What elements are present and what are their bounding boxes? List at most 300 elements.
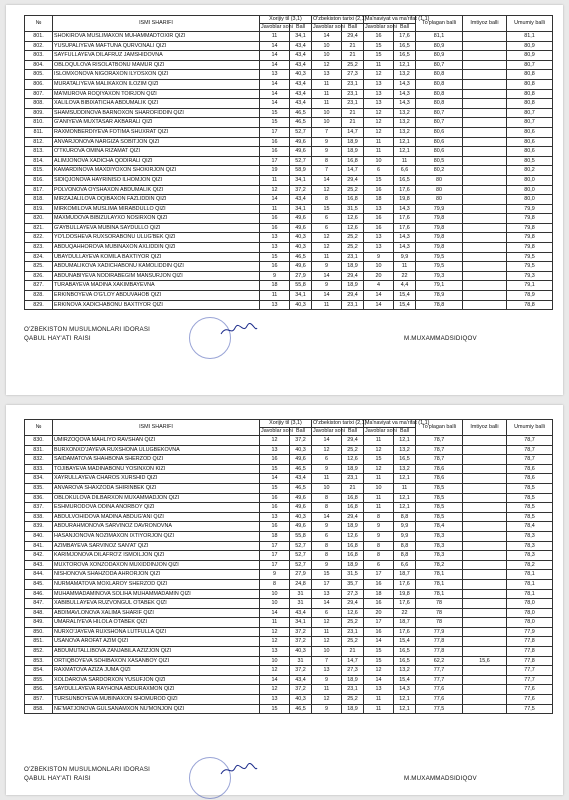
student-name: AZIMBAYEVA SARVINOZ SAN'AT QIZI xyxy=(53,541,260,551)
culture-ball: 14,3 xyxy=(394,204,416,214)
table-body xyxy=(25,32,553,310)
row-number: 847. xyxy=(25,599,53,609)
collected-ball: 78,3 xyxy=(416,531,463,541)
total-ball: 79,8 xyxy=(507,214,553,224)
table-row xyxy=(25,503,553,513)
history-ball: 29,4 xyxy=(342,291,364,301)
col-foreign-lang: Xorijiy til (3,1) xyxy=(260,16,312,24)
lang-ball: 40,3 xyxy=(290,647,312,657)
student-name: KAMARDINOVA MAXDIYOXON SHOKIRJON QIZI xyxy=(53,166,260,176)
collected-ball: 78 xyxy=(416,608,463,618)
row-number: 843. xyxy=(25,560,53,570)
culture-correct: 15 xyxy=(364,455,394,465)
history-ball: 16,8 xyxy=(342,156,364,166)
row-number: 803. xyxy=(25,51,53,61)
total-ball: 78,0 xyxy=(507,618,553,628)
row-number: 826. xyxy=(25,271,53,281)
privilege-ball xyxy=(463,89,507,99)
total-ball: 77,5 xyxy=(507,704,553,714)
lang-correct: 17 xyxy=(260,551,290,561)
col-total: Umumiy balli xyxy=(507,16,553,32)
total-ball: 80,5 xyxy=(507,156,553,166)
lang-ball: 49,6 xyxy=(290,503,312,513)
student-name: OBLOKULOVA DILBARXON MUXAMMADJON QIZI xyxy=(53,493,260,503)
table-row xyxy=(25,118,553,128)
collected-ball: 78,8 xyxy=(416,300,463,310)
row-number: 822. xyxy=(25,233,53,243)
history-ball: 18,9 xyxy=(342,522,364,532)
lang-ball: 37,2 xyxy=(290,185,312,195)
privilege-ball xyxy=(463,243,507,253)
lang-correct: 9 xyxy=(260,570,290,580)
collected-ball: 80 xyxy=(416,195,463,205)
total-ball: 79,8 xyxy=(507,243,553,253)
collected-ball: 80 xyxy=(416,175,463,185)
subcol-ball: Ball xyxy=(394,24,416,32)
history-ball: 16,8 xyxy=(342,493,364,503)
row-number: 851. xyxy=(25,637,53,647)
student-name: XOLDAROVA SARDORXON YUSUFJON QIZI xyxy=(53,675,260,685)
culture-ball: 12,1 xyxy=(394,436,416,446)
culture-ball: 17,6 xyxy=(394,214,416,224)
culture-correct: 11 xyxy=(364,147,394,157)
culture-correct: 12 xyxy=(364,118,394,128)
table-row xyxy=(25,185,553,195)
privilege-ball xyxy=(463,79,507,89)
lang-correct: 14 xyxy=(260,99,290,109)
history-ball: 21 xyxy=(342,51,364,61)
table-row xyxy=(25,32,553,42)
history-correct: 8 xyxy=(312,503,342,513)
lang-correct: 15 xyxy=(260,118,290,128)
lang-correct: 11 xyxy=(260,618,290,628)
student-name: O'TKUROVA OMINA RIZAMAT QIZI xyxy=(53,147,260,157)
row-number: 818. xyxy=(25,195,53,205)
privilege-ball xyxy=(463,147,507,157)
total-ball: 78,5 xyxy=(507,493,553,503)
lang-ball: 46,5 xyxy=(290,252,312,262)
collected-ball: 78,3 xyxy=(416,541,463,551)
org-name: O'ZBEKISTON MUSULMONLARI IDORASI xyxy=(24,766,151,773)
table-row xyxy=(25,522,553,532)
collected-ball: 62,2 xyxy=(416,656,463,666)
lang-correct: 13 xyxy=(260,647,290,657)
collected-ball: 78,7 xyxy=(416,445,463,455)
culture-ball: 12,1 xyxy=(394,474,416,484)
culture-correct: 11 xyxy=(364,60,394,70)
row-number: 856. xyxy=(25,685,53,695)
collected-ball: 80 xyxy=(416,185,463,195)
row-number: 823. xyxy=(25,243,53,253)
committee-title: QABUL HAY'ATI RAISI xyxy=(24,335,91,342)
row-number: 848. xyxy=(25,608,53,618)
row-number: 850. xyxy=(25,627,53,637)
culture-ball: 12,1 xyxy=(394,147,416,157)
total-ball: 78,9 xyxy=(507,291,553,301)
lang-correct: 11 xyxy=(260,291,290,301)
total-ball: 78,2 xyxy=(507,560,553,570)
lang-ball: 49,6 xyxy=(290,262,312,272)
culture-correct: 16 xyxy=(364,223,394,233)
privilege-ball xyxy=(463,70,507,80)
culture-correct: 13 xyxy=(364,685,394,695)
culture-correct: 14 xyxy=(364,637,394,647)
col-collected: To'plagan balli xyxy=(416,16,463,32)
student-name: MIRZAJALILOVA OQIBAXON FAZLIDDIN QIZI xyxy=(53,195,260,205)
row-number: 808. xyxy=(25,99,53,109)
student-name: ABDUQAHHOROVA MUBINAXON AXLIDDIN QIZI xyxy=(53,243,260,253)
lang-correct: 13 xyxy=(260,243,290,253)
table-row xyxy=(25,570,553,580)
privilege-ball xyxy=(463,455,507,465)
student-name: SAYDULLAYEVA RAYHONA ABDURAXMON QIZI xyxy=(53,685,260,695)
lang-correct: 14 xyxy=(260,195,290,205)
privilege-ball xyxy=(463,666,507,676)
history-ball: 18,9 xyxy=(342,675,364,685)
collected-ball: 81,1 xyxy=(416,32,463,42)
history-correct: 12 xyxy=(312,618,342,628)
table-row xyxy=(25,627,553,637)
row-number: 834. xyxy=(25,474,53,484)
culture-ball: 17,6 xyxy=(394,579,416,589)
privilege-ball xyxy=(463,127,507,137)
table-row xyxy=(25,147,553,157)
culture-correct: 20 xyxy=(364,608,394,618)
privilege-ball xyxy=(463,291,507,301)
total-ball: 79,1 xyxy=(507,281,553,291)
student-name: ESHMURODOVA ODINA ANORBOY QIZI xyxy=(53,503,260,513)
lang-ball: 49,6 xyxy=(290,214,312,224)
lang-correct: 16 xyxy=(260,262,290,272)
lang-correct: 12 xyxy=(260,185,290,195)
history-ball: 12,6 xyxy=(342,223,364,233)
lang-correct: 10 xyxy=(260,599,290,609)
lang-ball: 58,9 xyxy=(290,166,312,176)
row-number: 811. xyxy=(25,127,53,137)
culture-correct: 9 xyxy=(364,531,394,541)
lang-correct: 16 xyxy=(260,137,290,147)
history-correct: 13 xyxy=(312,589,342,599)
student-name: ABDUMALIKOVA XADICHABONU KAMOLIDDIN QIZI xyxy=(53,262,260,272)
culture-ball: 18,7 xyxy=(394,570,416,580)
history-correct: 7 xyxy=(312,166,342,176)
total-ball: 80,8 xyxy=(507,79,553,89)
table-row xyxy=(25,608,553,618)
lang-correct: 15 xyxy=(260,464,290,474)
culture-ball: 16,5 xyxy=(394,455,416,465)
collected-ball: 78,1 xyxy=(416,579,463,589)
lang-ball: 40,3 xyxy=(290,695,312,705)
lang-correct: 15 xyxy=(260,108,290,118)
student-name: MUXTOROVA XONZODAXON MUXIDDINJON QIZI xyxy=(53,560,260,570)
student-name: YO'LDOSHEVA RUXSORABONU ULUG'BEK QIZI xyxy=(53,233,260,243)
collected-ball: 78,5 xyxy=(416,503,463,513)
history-ball: 29,4 xyxy=(342,599,364,609)
collected-ball: 78,6 xyxy=(416,464,463,474)
lang-correct: 14 xyxy=(260,51,290,61)
lang-correct: 11 xyxy=(260,175,290,185)
lang-ball: 34,1 xyxy=(290,32,312,42)
history-ball: 25,2 xyxy=(342,185,364,195)
history-ball: 21 xyxy=(342,41,364,51)
collected-ball: 78,3 xyxy=(416,551,463,561)
table-row xyxy=(25,233,553,243)
culture-ball: 12,1 xyxy=(394,704,416,714)
history-correct: 15 xyxy=(312,204,342,214)
total-ball: 78,8 xyxy=(507,300,553,310)
row-number: 839. xyxy=(25,522,53,532)
culture-correct: 8 xyxy=(364,512,394,522)
history-correct: 10 xyxy=(312,483,342,493)
collected-ball: 80,2 xyxy=(416,166,463,176)
row-number: 831. xyxy=(25,445,53,455)
history-correct: 12 xyxy=(312,60,342,70)
culture-ball: 14,3 xyxy=(394,685,416,695)
history-correct: 6 xyxy=(312,223,342,233)
culture-correct: 14 xyxy=(364,300,394,310)
student-name: KARIMJONOVA DILAFRO'Z ISMOILJON QIZI xyxy=(53,551,260,561)
total-ball: 78,6 xyxy=(507,464,553,474)
history-ball: 25,2 xyxy=(342,445,364,455)
culture-correct: 12 xyxy=(364,666,394,676)
student-name: NISHONOVA SHAHZODA AHRORJON QIZI xyxy=(53,570,260,580)
culture-correct: 9 xyxy=(364,522,394,532)
lang-correct: 14 xyxy=(260,60,290,70)
total-ball: 78,3 xyxy=(507,541,553,551)
table-row xyxy=(25,204,553,214)
total-ball: 78,5 xyxy=(507,512,553,522)
culture-correct: 17 xyxy=(364,618,394,628)
history-correct: 12 xyxy=(312,445,342,455)
history-ball: 23,1 xyxy=(342,474,364,484)
footer xyxy=(24,325,552,343)
privilege-ball xyxy=(463,156,507,166)
lang-ball: 43,4 xyxy=(290,675,312,685)
lang-correct: 12 xyxy=(260,666,290,676)
subcol-correct: Javoblar soni xyxy=(365,24,397,30)
privilege-ball xyxy=(463,685,507,695)
culture-ball: 9,9 xyxy=(394,522,416,532)
lang-ball: 43,4 xyxy=(290,79,312,89)
student-name: ABDIMAVLONOVA XALIMA SHARIF QIZI xyxy=(53,608,260,618)
total-ball: 78,3 xyxy=(507,531,553,541)
table-row xyxy=(25,560,553,570)
table-row xyxy=(25,445,553,455)
history-correct: 10 xyxy=(312,118,342,128)
student-name: ERKINOVA XADICHABONU BAXTIYOR QIZI xyxy=(53,300,260,310)
lang-correct: 12 xyxy=(260,685,290,695)
privilege-ball xyxy=(463,474,507,484)
lang-correct: 16 xyxy=(260,147,290,157)
culture-correct: 17 xyxy=(364,570,394,580)
row-number: 842. xyxy=(25,551,53,561)
culture-ball: 9,9 xyxy=(394,531,416,541)
student-name: RAXMATOVA AZIZA JUMA QIZI xyxy=(53,666,260,676)
lang-correct: 17 xyxy=(260,127,290,137)
row-number: 845. xyxy=(25,579,53,589)
lang-correct: 12 xyxy=(260,637,290,647)
history-ball: 23,1 xyxy=(342,89,364,99)
culture-correct: 8 xyxy=(364,541,394,551)
history-correct: 14 xyxy=(312,175,342,185)
privilege-ball xyxy=(463,522,507,532)
lang-correct: 16 xyxy=(260,493,290,503)
org-name: O'ZBEKISTON MUSULMONLARI IDORASI xyxy=(24,326,151,333)
total-ball: 78,5 xyxy=(507,483,553,493)
lang-correct: 8 xyxy=(260,579,290,589)
culture-correct: 12 xyxy=(364,127,394,137)
culture-ball: 12,1 xyxy=(394,137,416,147)
culture-ball: 11 xyxy=(394,262,416,272)
culture-correct: 11 xyxy=(364,137,394,147)
history-ball: 27,3 xyxy=(342,589,364,599)
student-name: MUHAMMADAMINOVA SOLIHA MUHAMMADAMIN QIZI xyxy=(53,589,260,599)
lang-ball: 27,9 xyxy=(290,570,312,580)
row-number: 832. xyxy=(25,455,53,465)
subcol-ball: Ball xyxy=(342,24,364,32)
history-correct: 14 xyxy=(312,271,342,281)
student-name: SHAMSUDDINOVA BARNOXON SHAROFIDDIN QIZI xyxy=(53,108,260,118)
culture-ball: 12,1 xyxy=(394,60,416,70)
col-collected: To'plagan balli xyxy=(416,420,463,436)
table-row xyxy=(25,455,553,465)
collected-ball: 78,1 xyxy=(416,589,463,599)
collected-ball: 77,7 xyxy=(416,666,463,676)
history-ball: 14,7 xyxy=(342,127,364,137)
culture-ball: 15,4 xyxy=(394,675,416,685)
privilege-ball xyxy=(463,118,507,128)
lang-correct: 13 xyxy=(260,300,290,310)
collected-ball: 78,1 xyxy=(416,570,463,580)
col-privilege: Imtiyoz balli xyxy=(463,420,507,436)
history-correct: 11 xyxy=(312,99,342,109)
culture-correct: 9 xyxy=(364,252,394,262)
history-ball: 29,4 xyxy=(342,175,364,185)
history-ball: 21 xyxy=(342,483,364,493)
collected-ball: 80,7 xyxy=(416,60,463,70)
total-ball: 80,0 xyxy=(507,185,553,195)
total-ball: 80,6 xyxy=(507,127,553,137)
culture-correct: 15 xyxy=(364,656,394,666)
total-ball: 79,8 xyxy=(507,233,553,243)
table-row xyxy=(25,599,553,609)
history-correct: 14 xyxy=(312,436,342,446)
privilege-ball xyxy=(463,493,507,503)
collected-ball: 78 xyxy=(416,618,463,628)
student-name: XABIBULLAYEVA RUZVONGUL OTABEK QIZI xyxy=(53,599,260,609)
privilege-ball xyxy=(463,618,507,628)
privilege-ball xyxy=(463,436,507,446)
culture-correct: 14 xyxy=(364,675,394,685)
student-name: UMARALIYEVA HILOLA OTABEK QIZI xyxy=(53,618,260,628)
privilege-ball xyxy=(463,32,507,42)
total-ball: 78,0 xyxy=(507,608,553,618)
lang-ball: 40,3 xyxy=(290,300,312,310)
culture-ball: 6,6 xyxy=(394,166,416,176)
history-correct: 7 xyxy=(312,656,342,666)
subcol-correct: Javoblar soni xyxy=(261,24,293,30)
subcol-ball: Ball xyxy=(290,428,312,436)
culture-correct: 6 xyxy=(364,560,394,570)
culture-correct: 6 xyxy=(364,166,394,176)
privilege-ball xyxy=(463,51,507,61)
culture-correct: 13 xyxy=(364,79,394,89)
student-name: G'AYBULLAYEVA MUBINA SAYDULLO QIZI xyxy=(53,223,260,233)
privilege-ball: 15,6 xyxy=(463,656,507,666)
student-name: ERKINBOYEVA O'G'LOY ABDUVAHOB QIZI xyxy=(53,291,260,301)
total-ball: 79,8 xyxy=(507,223,553,233)
total-ball: 79,3 xyxy=(507,271,553,281)
lang-ball: 46,5 xyxy=(290,108,312,118)
culture-correct: 13 xyxy=(364,233,394,243)
col-foreign-lang: Xorijiy til (3,1) xyxy=(260,420,312,428)
page-1 xyxy=(6,5,563,395)
privilege-ball xyxy=(463,60,507,70)
collected-ball: 78,7 xyxy=(416,455,463,465)
total-ball: 80,7 xyxy=(507,118,553,128)
culture-ball: 12,1 xyxy=(394,503,416,513)
student-name: OBLOQULOVA RISOLATBONU MAMUR QIZI xyxy=(53,60,260,70)
history-ball: 27,3 xyxy=(342,70,364,80)
culture-ball: 19,8 xyxy=(394,589,416,599)
culture-correct: 18 xyxy=(364,195,394,205)
lang-ball: 40,3 xyxy=(290,233,312,243)
lang-correct: 14 xyxy=(260,474,290,484)
lang-correct: 17 xyxy=(260,156,290,166)
lang-ball: 43,4 xyxy=(290,60,312,70)
lang-ball: 40,3 xyxy=(290,512,312,522)
collected-ball: 78,5 xyxy=(416,493,463,503)
history-ball: 23,1 xyxy=(342,79,364,89)
col-culture: Ma'naviyat va ma'rifat (1,1) xyxy=(365,16,430,22)
total-ball: 80,8 xyxy=(507,89,553,99)
lang-correct: 17 xyxy=(260,560,290,570)
privilege-ball xyxy=(463,551,507,561)
lang-correct: 16 xyxy=(260,223,290,233)
history-ball: 18,9 xyxy=(342,704,364,714)
culture-correct: 10 xyxy=(364,483,394,493)
lang-correct: 14 xyxy=(260,79,290,89)
lang-correct: 12 xyxy=(260,436,290,446)
subcol-correct: Javoblar soni xyxy=(313,24,345,30)
lang-ball: 37,2 xyxy=(290,627,312,637)
history-ball: 18,9 xyxy=(342,137,364,147)
table-row xyxy=(25,99,553,109)
lang-ball: 27,9 xyxy=(290,271,312,281)
row-number: 819. xyxy=(25,204,53,214)
collected-ball: 79,5 xyxy=(416,252,463,262)
collected-ball: 78,7 xyxy=(416,436,463,446)
lang-ball: 24,8 xyxy=(290,579,312,589)
history-correct: 11 xyxy=(312,89,342,99)
culture-correct: 13 xyxy=(364,99,394,109)
lang-correct: 13 xyxy=(260,70,290,80)
privilege-ball xyxy=(463,262,507,272)
lang-correct: 10 xyxy=(260,589,290,599)
lang-correct: 19 xyxy=(260,166,290,176)
collected-ball: 77,8 xyxy=(416,647,463,657)
culture-ball: 13,2 xyxy=(394,666,416,676)
collected-ball: 78,4 xyxy=(416,522,463,532)
row-number: 814. xyxy=(25,156,53,166)
collected-ball: 77,6 xyxy=(416,695,463,705)
lang-correct: 14 xyxy=(260,89,290,99)
total-ball: 78,3 xyxy=(507,551,553,561)
history-ball: 25,2 xyxy=(342,695,364,705)
row-number: 802. xyxy=(25,41,53,51)
culture-correct: 11 xyxy=(364,704,394,714)
lang-ball: 46,5 xyxy=(290,464,312,474)
